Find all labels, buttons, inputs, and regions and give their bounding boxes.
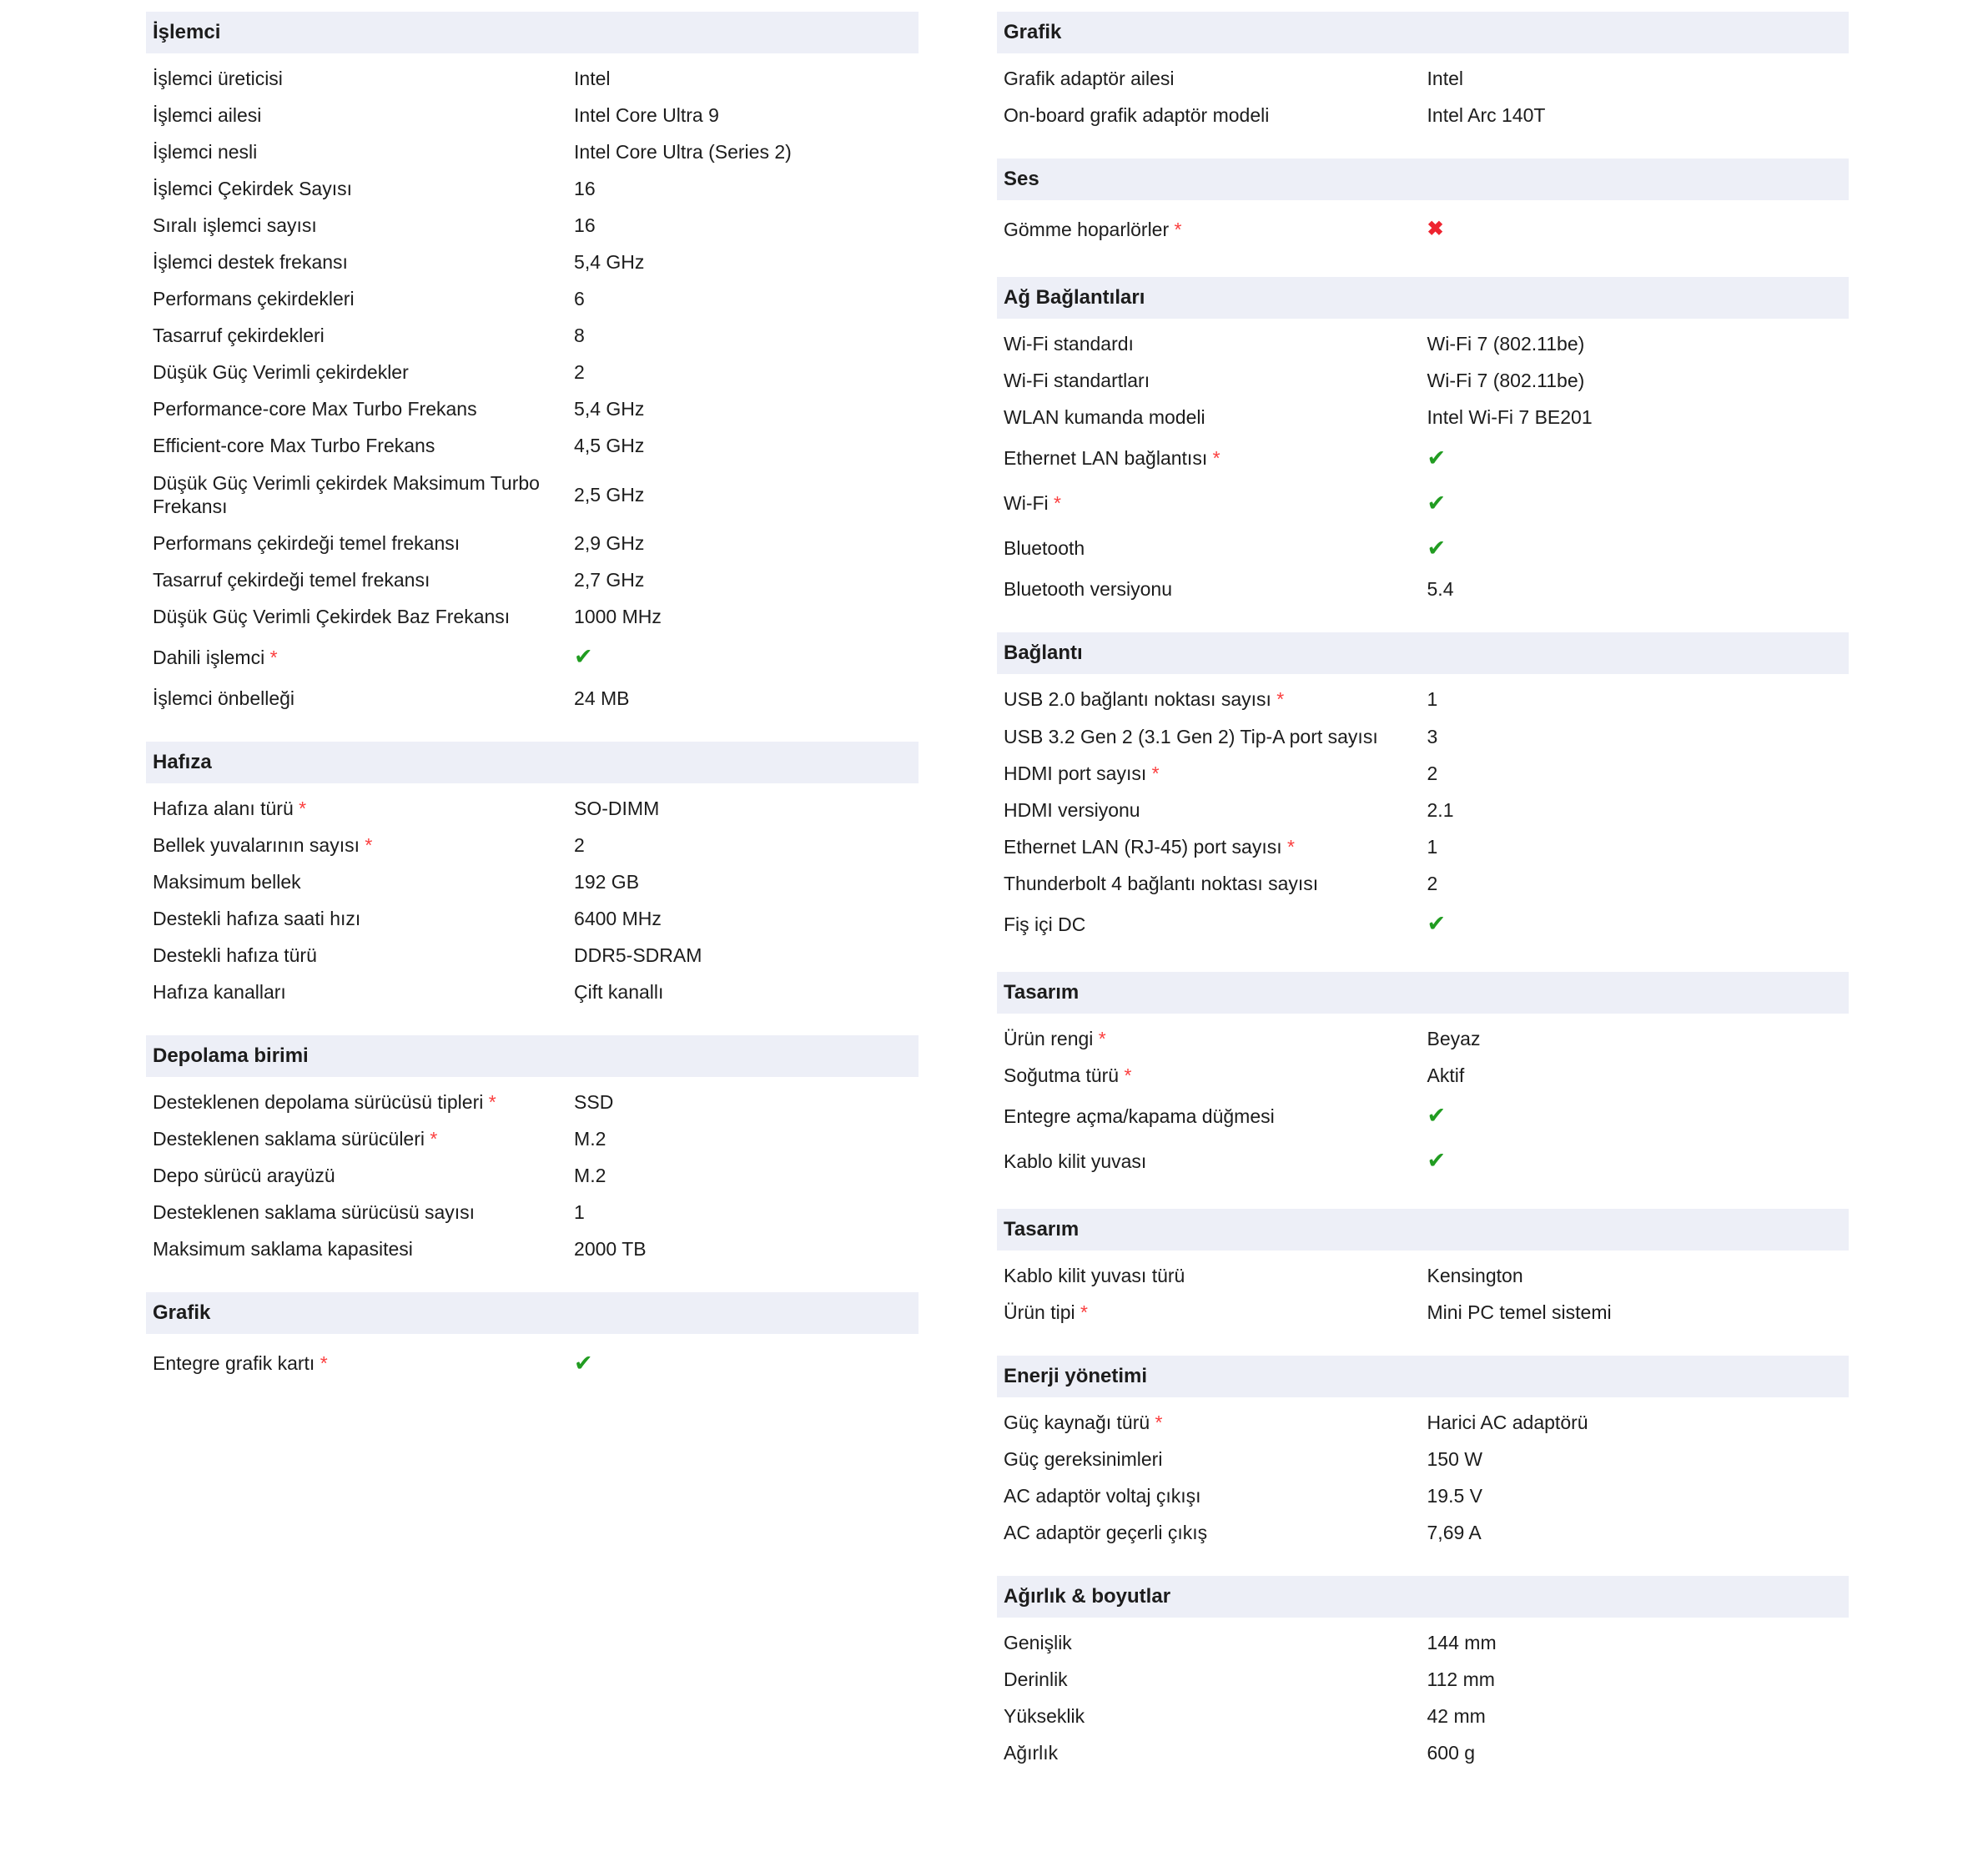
spec-value: Beyaz: [1427, 1027, 1481, 1049]
spec-value: 150 W: [1427, 1448, 1482, 1471]
spec-label: Güç kaynağı türü *: [1004, 1412, 1163, 1434]
spec-row: [997, 526, 1849, 571]
spec-section: [997, 1356, 1849, 1551]
spec-value: Intel: [574, 68, 611, 89]
spec-row: [997, 1020, 1849, 1057]
spec-row: [146, 244, 919, 280]
spec-section: [146, 1292, 919, 1386]
spec-label: Düşük Güç Verimli çekirdek Maksimum Turbo Frekansı: [153, 471, 540, 517]
spec-label: Ethernet LAN (RJ-45) port sayısı *: [1004, 835, 1295, 858]
spec-label: Sıralı işlemci sayısı: [153, 214, 317, 237]
spec-value: 5,4 GHz: [574, 251, 645, 274]
spec-row: [997, 1477, 1849, 1514]
required-asterisk: *: [1207, 447, 1220, 470]
spec-label: Genişlik: [1004, 1632, 1072, 1654]
required-asterisk: *: [1169, 219, 1182, 241]
spec-row: [997, 1661, 1849, 1698]
spec-value: 112 mm: [1427, 1668, 1495, 1691]
spec-label: Thunderbolt 4 bağlantı noktası sayısı: [1004, 872, 1319, 894]
spec-label: Yükseklik: [1004, 1705, 1085, 1728]
spec-row: [997, 718, 1849, 755]
spec-row: [146, 790, 919, 827]
spec-label: Wi-Fi *: [1004, 492, 1061, 515]
spec-label: Efficient-core Max Turbo Frekans: [153, 435, 435, 457]
spec-row: [146, 974, 919, 1010]
spec-row: [146, 1157, 919, 1194]
spec-value: Wi-Fi 7 (802.11be): [1427, 333, 1585, 355]
spec-row: [146, 97, 919, 133]
spec-label: Entegre açma/kapama düğmesi: [1004, 1105, 1275, 1127]
spec-row: [146, 1341, 919, 1386]
spec-row: [146, 635, 919, 680]
spec-value: SSD: [574, 1091, 614, 1114]
spec-label: Ethernet LAN bağlantısı *: [1004, 447, 1220, 470]
spec-value: 6400 MHz: [574, 907, 662, 929]
spec-label: İşlemci destek frekansı: [153, 251, 348, 274]
spec-value: 3: [1427, 725, 1438, 747]
spec-label: İşlemci üreticisi: [153, 68, 283, 89]
spec-value: Çift kanallı: [574, 981, 664, 1004]
spec-label: Destekli hafıza saati hızı: [153, 907, 361, 929]
spec-value: M.2: [574, 1128, 606, 1150]
section-header: İşlemci: [146, 12, 919, 53]
spec-row: [997, 792, 1849, 828]
spec-row: [146, 427, 919, 464]
spec-value: Wi-Fi 7 (802.11be): [1427, 370, 1585, 392]
spec-section: [997, 1209, 1849, 1331]
spec-row: [146, 1194, 919, 1230]
spec-label: İşlemci Çekirdek Sayısı: [153, 178, 353, 200]
required-asterisk: *: [1150, 1412, 1163, 1434]
spec-value: 600 g: [1427, 1742, 1476, 1764]
section-header: Depolama birimi: [146, 1035, 919, 1077]
required-asterisk: *: [1075, 1301, 1088, 1324]
spec-value: 1: [1427, 835, 1438, 858]
spec-value: 2.1: [1427, 798, 1454, 821]
spec-label: İşlemci nesli: [153, 141, 258, 164]
spec-section: [997, 1576, 1849, 1771]
spec-value: 19.5 V: [1427, 1485, 1483, 1507]
spec-row: [146, 465, 919, 525]
spec-row: [997, 1734, 1849, 1771]
spec-row: [146, 317, 919, 354]
spec-label: Soğutma türü *: [1004, 1064, 1132, 1086]
spec-value: DDR5-SDRAM: [574, 944, 702, 967]
spec-row: [997, 1094, 1849, 1139]
spec-row: [997, 571, 1849, 607]
section-header: Tasarım: [997, 972, 1849, 1014]
spec-label: Desteklenen saklama sürücüleri *: [153, 1128, 438, 1150]
spec-value: 6: [574, 288, 585, 310]
spec-value: 24 MB: [574, 687, 630, 709]
spec-label: Tasarruf çekirdekleri: [153, 325, 325, 347]
spec-value: 192 GB: [574, 870, 640, 893]
spec-row: [146, 827, 919, 863]
spec-value: 42 mm: [1427, 1705, 1486, 1728]
required-asterisk: *: [1119, 1064, 1132, 1086]
spec-row: [146, 598, 919, 635]
spec-label: AC adaptör geçerli çıkış: [1004, 1522, 1208, 1544]
check-icon: ✔: [574, 644, 593, 670]
spec-label: Depo sürücü arayüzü: [153, 1165, 335, 1187]
spec-label: Ürün rengi *: [1004, 1027, 1106, 1049]
spec-label: USB 2.0 bağlantı noktası sayısı *: [1004, 688, 1285, 711]
spec-label: Desteklenen saklama sürücüsü sayısı: [153, 1201, 476, 1224]
spec-row: [997, 1698, 1849, 1734]
spec-row: [997, 1294, 1849, 1331]
spec-section: [997, 632, 1849, 946]
spec-row: [997, 902, 1849, 947]
spec-row: [146, 1230, 919, 1267]
spec-value: 8: [574, 325, 585, 347]
spec-row: [146, 1084, 919, 1120]
spec-row: [997, 681, 1849, 717]
spec-label: Derinlik: [1004, 1668, 1068, 1691]
spec-row: [997, 399, 1849, 435]
spec-label: Düşük Güç Verimli Çekirdek Baz Frekansı: [153, 605, 511, 627]
spec-table-left-column: [146, 12, 919, 1386]
spec-label: Performans çekirdeği temel frekansı: [153, 531, 461, 554]
spec-section: [146, 1035, 919, 1267]
spec-value: Kensington: [1427, 1264, 1523, 1286]
check-icon: ✔: [1427, 911, 1447, 937]
spec-row: [146, 354, 919, 390]
spec-value: 16: [574, 178, 596, 200]
spec-value: 2: [574, 833, 585, 856]
spec-row: [146, 390, 919, 427]
spec-value: 144 mm: [1427, 1632, 1497, 1654]
spec-table-right-column: [997, 12, 1849, 1771]
spec-row: [146, 1120, 919, 1157]
spec-row: [997, 1057, 1849, 1094]
spec-label: İşlemci ailesi: [153, 104, 262, 127]
spec-row: [146, 561, 919, 598]
spec-value: 2: [1427, 762, 1438, 784]
spec-value: 2,7 GHz: [574, 568, 645, 591]
required-asterisk: *: [264, 646, 278, 668]
check-icon: ✔: [574, 1350, 593, 1376]
check-icon: ✔: [1427, 1148, 1447, 1174]
spec-value: 5,4 GHz: [574, 398, 645, 420]
required-asterisk: *: [1093, 1027, 1106, 1049]
spec-label: AC adaptör voltaj çıkışı: [1004, 1485, 1201, 1507]
check-icon: ✔: [1427, 1103, 1447, 1129]
spec-label: İşlemci önbelleği: [153, 687, 295, 709]
spec-row: [146, 900, 919, 937]
section-header: Enerji yönetimi: [997, 1356, 1849, 1397]
required-asterisk: *: [483, 1091, 496, 1114]
spec-row: [997, 1257, 1849, 1294]
spec-label: Ağırlık: [1004, 1742, 1059, 1764]
spec-row: [146, 680, 919, 717]
spec-label: Maksimum bellek: [153, 870, 301, 893]
required-asterisk: *: [1048, 492, 1061, 515]
spec-value: 1: [1427, 688, 1438, 711]
spec-row: [997, 207, 1849, 252]
spec-label: Grafik adaptör ailesi: [1004, 68, 1175, 89]
spec-section: [146, 12, 919, 717]
check-icon: ✔: [1427, 535, 1447, 561]
spec-row: [146, 170, 919, 207]
spec-label: Maksimum saklama kapasitesi: [153, 1238, 413, 1261]
spec-row: [146, 525, 919, 561]
spec-label: Performance-core Max Turbo Frekans: [153, 398, 477, 420]
spec-row: [997, 1404, 1849, 1441]
spec-row: [997, 1441, 1849, 1477]
spec-row: [146, 207, 919, 244]
spec-label: Düşük Güç Verimli çekirdekler: [153, 361, 409, 384]
spec-value: M.2: [574, 1165, 606, 1187]
spec-label: WLAN kumanda modeli: [1004, 406, 1205, 429]
check-icon: ✔: [1427, 445, 1447, 471]
section-header: Grafik: [997, 12, 1849, 53]
spec-value: 2000 TB: [574, 1238, 647, 1261]
spec-label: Hafıza alanı türü *: [153, 797, 307, 819]
spec-row: [997, 1624, 1849, 1661]
section-header: Bağlantı: [997, 632, 1849, 674]
cross-icon: ✖: [1427, 218, 1444, 241]
spec-section: [997, 972, 1849, 1184]
spec-value: 2: [574, 361, 585, 384]
spec-label: Kablo kilit yuvası: [1004, 1150, 1147, 1172]
spec-row: [997, 97, 1849, 133]
spec-value: Intel Core Ultra (Series 2): [574, 141, 792, 164]
spec-row: [146, 937, 919, 974]
spec-row: [146, 60, 919, 97]
spec-row: [997, 435, 1849, 481]
spec-row: [146, 280, 919, 317]
required-asterisk: *: [425, 1128, 438, 1150]
section-header: Ses: [997, 159, 1849, 200]
spec-value: Intel: [1427, 68, 1463, 89]
spec-row: [997, 865, 1849, 902]
required-asterisk: *: [360, 833, 373, 856]
spec-label: Ürün tipi *: [1004, 1301, 1088, 1324]
section-header: Grafik: [146, 1292, 919, 1334]
spec-value: Harici AC adaptörü: [1427, 1412, 1588, 1434]
spec-row: [146, 863, 919, 900]
required-asterisk: *: [293, 797, 307, 819]
spec-value: 5.4: [1427, 578, 1454, 601]
spec-row: [997, 1139, 1849, 1184]
spec-value: SO-DIMM: [574, 797, 660, 819]
spec-label: Tasarruf çekirdeği temel frekansı: [153, 568, 430, 591]
spec-value: 2,9 GHz: [574, 531, 645, 554]
spec-label: Bellek yuvalarının sayısı *: [153, 833, 373, 856]
spec-label: HDMI port sayısı *: [1004, 762, 1160, 784]
spec-value: 7,69 A: [1427, 1522, 1482, 1544]
spec-label: Gömme hoparlörler *: [1004, 219, 1182, 241]
spec-row: [997, 60, 1849, 97]
spec-label: Hafıza kanalları: [153, 981, 286, 1004]
spec-row: [997, 481, 1849, 526]
spec-value: 16: [574, 214, 596, 237]
spec-label: On-board grafik adaptör modeli: [1004, 104, 1270, 127]
spec-value: Intel Arc 140T: [1427, 104, 1546, 127]
spec-label: HDMI versiyonu: [1004, 798, 1140, 821]
spec-label: Dahili işlemci *: [153, 646, 278, 668]
check-icon: ✔: [1427, 490, 1447, 516]
spec-label: Wi-Fi standartları: [1004, 370, 1150, 392]
spec-row: [997, 362, 1849, 399]
spec-value: Intel Core Ultra 9: [574, 104, 719, 127]
section-header: Ağırlık & boyutlar: [997, 1576, 1849, 1618]
spec-label: Bluetooth: [1004, 537, 1085, 560]
spec-label: USB 3.2 Gen 2 (3.1 Gen 2) Tip-A port sayısı: [1004, 725, 1378, 747]
spec-value: 4,5 GHz: [574, 435, 645, 457]
spec-row: [146, 133, 919, 170]
spec-section: [997, 159, 1849, 252]
spec-value: Mini PC temel sistemi: [1427, 1301, 1612, 1324]
spec-row: [997, 325, 1849, 362]
required-asterisk: *: [315, 1352, 328, 1375]
spec-value: Intel Wi-Fi 7 BE201: [1427, 406, 1593, 429]
required-asterisk: *: [1146, 762, 1160, 784]
spec-label: Desteklenen depolama sürücüsü tipleri *: [153, 1091, 496, 1114]
spec-value: 1: [574, 1201, 585, 1224]
required-asterisk: *: [1271, 688, 1285, 711]
spec-label: Bluetooth versiyonu: [1004, 578, 1173, 601]
section-header: Tasarım: [997, 1209, 1849, 1251]
spec-section: [997, 277, 1849, 607]
spec-label: Güç gereksinimleri: [1004, 1448, 1163, 1471]
spec-label: Wi-Fi standardı: [1004, 333, 1134, 355]
spec-label: Fiş içi DC: [1004, 913, 1086, 935]
spec-row: [997, 755, 1849, 792]
spec-value: 1000 MHz: [574, 605, 662, 627]
spec-section: [997, 12, 1849, 133]
section-header: Ağ Bağlantıları: [997, 277, 1849, 319]
spec-row: [997, 1514, 1849, 1551]
spec-label: Entegre grafik kartı *: [153, 1352, 328, 1375]
spec-value: Aktif: [1427, 1064, 1465, 1086]
spec-label: Destekli hafıza türü: [153, 944, 317, 967]
spec-label: Kablo kilit yuvası türü: [1004, 1264, 1185, 1286]
required-asterisk: *: [1281, 835, 1295, 858]
spec-section: [146, 742, 919, 1010]
spec-label: Performans çekirdekleri: [153, 288, 355, 310]
spec-value: 2: [1427, 872, 1438, 894]
section-header: Hafıza: [146, 742, 919, 783]
spec-value: 2,5 GHz: [574, 483, 645, 506]
spec-row: [997, 828, 1849, 865]
